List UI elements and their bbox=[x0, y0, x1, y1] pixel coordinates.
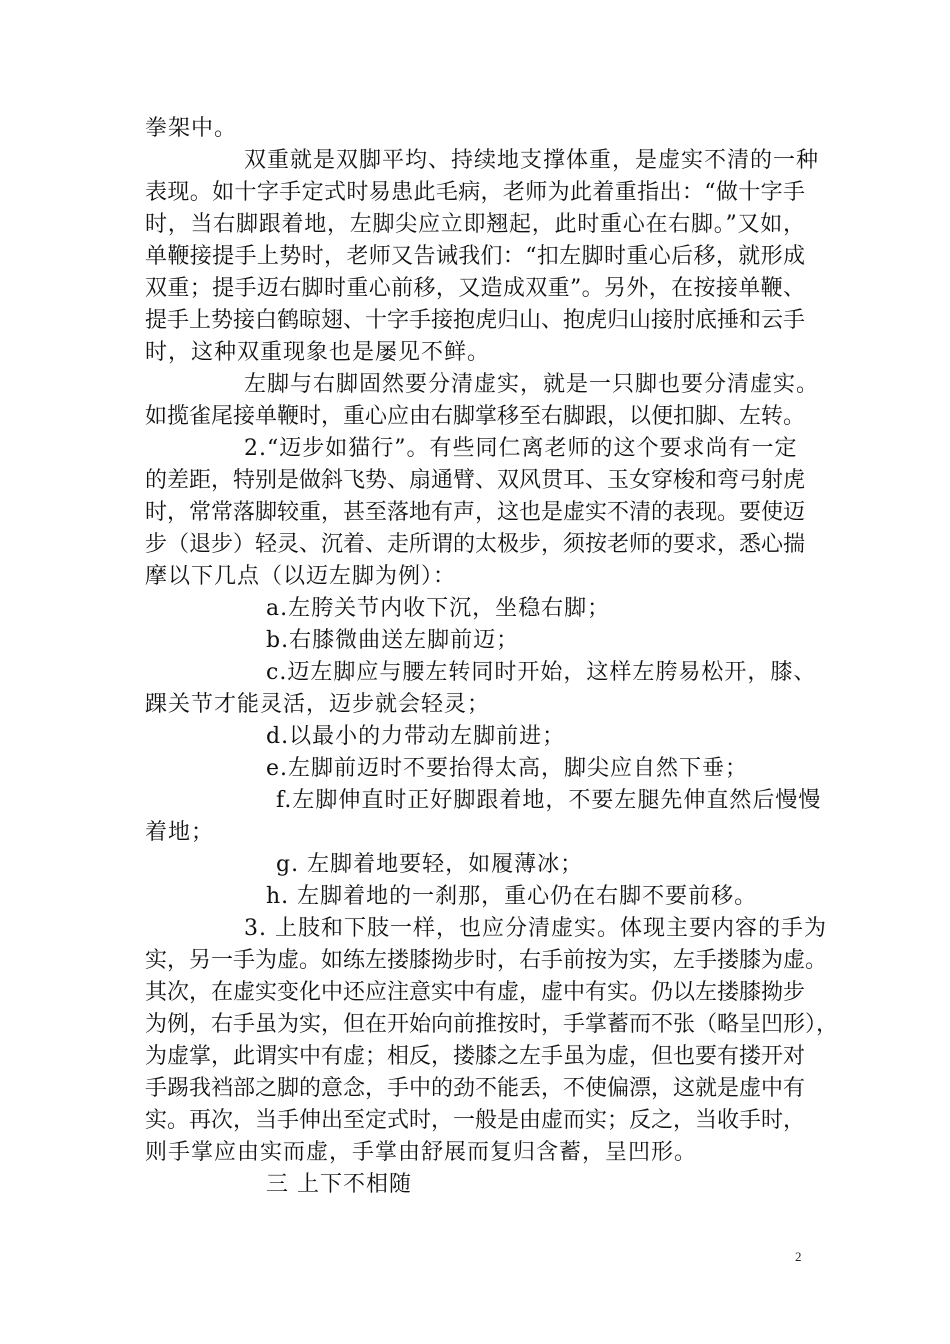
text-line: a.左胯关节内收下沉，坐稳右脚； bbox=[266, 596, 611, 621]
text-line: 为虚掌，此谓实中有虚；相反，搂膝之左手虽为虚，但也要有搂开对 bbox=[145, 1044, 806, 1069]
text-line: 步（退步）轻灵、沉着、走所谓的太极步，须按老师的要求，悉心揣 bbox=[145, 532, 806, 557]
text-line: 提手上势接白鹤晾翅、十字手接抱虎归山、抱虎归山接肘底捶和云手 bbox=[145, 308, 806, 333]
text-line: 手踢我裆部之脚的意念，手中的劲不能丢，不使偏漂，这就是虚中有 bbox=[145, 1076, 806, 1101]
text-line: 踝关节才能灵活，迈步就会轻灵； bbox=[145, 692, 491, 717]
text-line: 时，当右脚跟着地，左脚尖应立即翘起，此时重心在右脚。”又如， bbox=[145, 212, 805, 237]
page-number: 2 bbox=[795, 1249, 802, 1264]
text-line: 实，另一手为虚。如练左搂膝拗步时，右手前按为实，左手搂膝为虚。 bbox=[145, 948, 828, 973]
text-line: 时，常常落脚较重，甚至落地有声，这也是虚实不清的表现。要使迈 bbox=[145, 500, 806, 525]
text-line: c.迈左脚应与腰左转同时开始，这样左胯易松开，膝、 bbox=[266, 660, 817, 685]
text-line: 3. 上肢和下肢一样，也应分清虚实。体现主要内容的手为 bbox=[244, 916, 827, 941]
text-line: 2.“迈步如猫行”。有些同仁离老师的这个要求尚有一定 bbox=[244, 436, 798, 461]
text-line: b.右膝微曲送左脚前迈； bbox=[266, 628, 520, 653]
text-line: d.以最小的力带动左脚前进； bbox=[266, 724, 566, 749]
text-line: 实。再次，当手伸出至定式时，一般是由虚而实；反之，当收手时， bbox=[145, 1108, 806, 1133]
text-line: 的差距，特别是做斜飞势、扇通臂、双风贯耳、玉女穿梭和弯弓射虎 bbox=[145, 468, 806, 493]
text-line: 左脚与右脚固然要分清虚实，就是一只脚也要分清虚实。 bbox=[244, 372, 820, 397]
text-line: g. 左脚着地要轻，如履薄冰； bbox=[276, 852, 584, 877]
text-line: 为例，右手虽为实，但在开始向前推按时，手掌蓄而不张（略呈凹形）， bbox=[145, 1012, 839, 1037]
text-line: 其次，在虚实变化中还应注意实中有虚，虚中有实。仍以左搂膝拗步 bbox=[145, 980, 806, 1005]
text-line: f.左脚伸直时正好脚跟着地，不要左腿先伸直然后慢慢 bbox=[276, 788, 822, 813]
text-line: 拳架中。 bbox=[145, 116, 238, 141]
text-line: 则手掌应由实而虚，手掌由舒展而复归含蓄，呈凹形。 bbox=[145, 1140, 698, 1165]
text-line: 表现。如十字手定式时易患此毛病，老师为此着重指出：“做十字手 bbox=[145, 180, 805, 205]
text-line: 时，这种双重现象也是屡见不鲜。 bbox=[145, 340, 491, 365]
section-heading: 三 上下不相随 bbox=[266, 1172, 412, 1197]
text-line: e.左脚前迈时不要抬得太高，脚尖应自然下垂； bbox=[266, 756, 749, 781]
text-line: 单鞭接提手上势时，老师又告诫我们：“扣左脚时重心后移，就形成 bbox=[145, 244, 805, 269]
text-line: 摩以下几点（以迈左脚为例）： bbox=[145, 564, 457, 589]
text-line: 着地； bbox=[145, 820, 215, 845]
text-line: 双重就是双脚平均、持续地支撑体重，是虚实不清的一种 bbox=[244, 148, 820, 173]
text-line: 如揽雀尾接单鞭时，重心应由右脚掌移至右脚跟，以便扣脚、左转。 bbox=[145, 404, 806, 429]
text-line: 双重；提手迈右脚时重心前移，又造成双重”。另外，在按接单鞭、 bbox=[145, 276, 805, 301]
text-line: h. 左脚着地的一刹那，重心仍在右脚不要前移。 bbox=[266, 884, 758, 909]
